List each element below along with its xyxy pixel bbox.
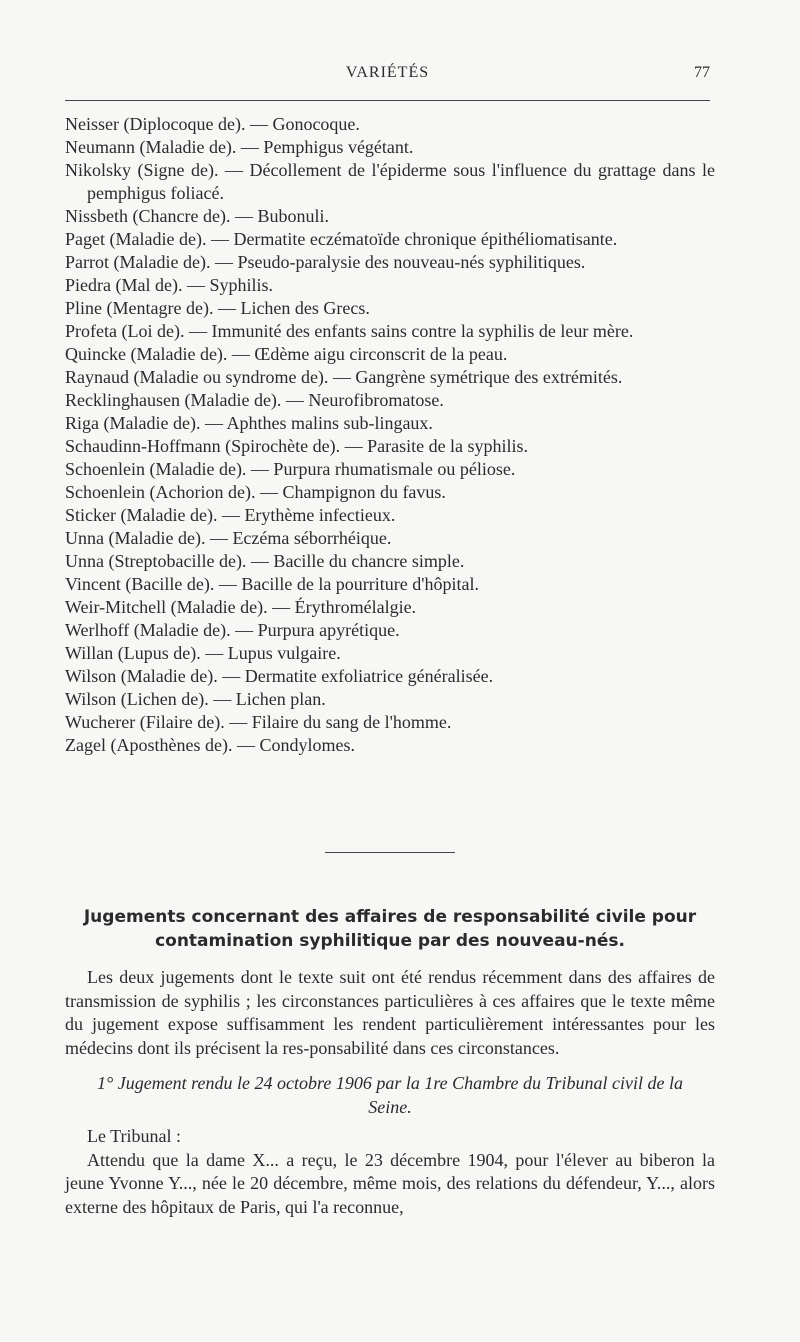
list-item: Recklinghausen (Maladie de). — Neurofibromatose. <box>65 390 444 410</box>
list-item: Wilson (Maladie de). — Dermatite exfoliatrice généralisée. <box>65 666 494 686</box>
list-item: Parrot (Maladie de). — Pseudo-paralysie des nouveau-nés syphilitiques. <box>65 252 586 272</box>
section-heading: Jugements concernant des affaires de responsabilité civile pour contamination syphilitique par des nouveau-nés. <box>83 907 697 951</box>
section-body <box>65 966 715 1219</box>
list-item: Schaudinn-Hoffmann (Spirochète de). — Parasite de la syphilis. <box>65 436 529 456</box>
intro-paragraph: Les deux jugements dont le texte suit ont été rendus récemment dans des affaires de transmission de syphilis ; les circonstances particulières à ces affaires que le texte même du jugement expose suffisamment les rendent particulièrement intéressantes pour les médecins dont ils précisent la res-ponsabilité dans ces circonstances. <box>65 967 715 1058</box>
list-item: Werlhoff (Maladie de). — Purpura apyrétique. <box>65 620 400 640</box>
list-item: Neisser (Diplocoque de). — Gonocoque. <box>65 114 360 134</box>
list-item: Sticker (Maladie de). — Erythème infectieux. <box>65 505 396 525</box>
list-item: Pline (Mentagre de). — Lichen des Grecs. <box>65 298 370 318</box>
list-item: Unna (Maladie de). — Eczéma séborrhéique. <box>65 528 392 548</box>
list-item: Raynaud (Maladie ou syndrome de). — Gangrène symétrique des extrémités. <box>65 367 623 387</box>
list-item: Zagel (Aposthènes de). — Condylomes. <box>65 735 355 755</box>
list-item: Nissbeth (Chancre de). — Bubonuli. <box>65 206 329 226</box>
list-item: Piedra (Mal de). — Syphilis. <box>65 275 273 295</box>
attendu-paragraph: Attendu que la dame X... a reçu, le 23 décembre 1904, pour l'élever au biberon la jeune Yvonne Y..., née le 20 décembre, même mois, des relations du défendeur, Y..., alors externe des hôpitaux de Paris, qui l'a reconnue, <box>65 1149 715 1217</box>
list-item: Riga (Maladie de). — Aphthes malins sub-lingaux. <box>65 413 433 433</box>
list-item: Paget (Maladie de). — Dermatite eczématoïde chronique épithéliomatisante. <box>65 229 618 249</box>
section-separator <box>325 852 455 853</box>
eponym-list <box>65 113 715 757</box>
list-item: Vincent (Bacille de). — Bacille de la pourriture d'hôpital. <box>65 574 480 594</box>
list-item: Willan (Lupus de). — Lupus vulgaire. <box>65 643 341 663</box>
list-item: Weir-Mitchell (Maladie de). — Érythromélalgie. <box>65 597 417 617</box>
list-item: Neumann (Maladie de). — Pemphigus végétant. <box>65 137 414 157</box>
header-rule <box>65 100 710 101</box>
tribunal-label: Le Tribunal : <box>87 1126 182 1146</box>
list-item: Schoenlein (Maladie de). — Purpura rhumatismale ou péliose. <box>65 459 516 479</box>
judgment-title: 1° Jugement rendu le 24 octobre 1906 par la 1re Chambre du Tribunal civil de la Seine. <box>97 1073 683 1117</box>
list-item: Nikolsky (Signe de). — Décollement de l'épiderme sous l'influence du grattage dans le pemphigus foliacé. <box>65 160 715 203</box>
page-header <box>65 62 710 88</box>
page-number: 77 <box>694 64 710 81</box>
list-item: Wilson (Lichen de). — Lichen plan. <box>65 689 326 709</box>
list-item: Schoenlein (Achorion de). — Champignon du favus. <box>65 482 446 502</box>
list-item: Wucherer (Filaire de). — Filaire du sang de l'homme. <box>65 712 452 732</box>
list-item: Unna (Streptobacille de). — Bacille du chancre simple. <box>65 551 465 571</box>
list-item: Quincke (Maladie de). — Œdème aigu circonscrit de la peau. <box>65 344 508 364</box>
running-title: VARIÉTÉS <box>345 64 430 81</box>
list-item: Profeta (Loi de). — Immunité des enfants sains contre la syphilis de leur mère. <box>65 321 634 341</box>
